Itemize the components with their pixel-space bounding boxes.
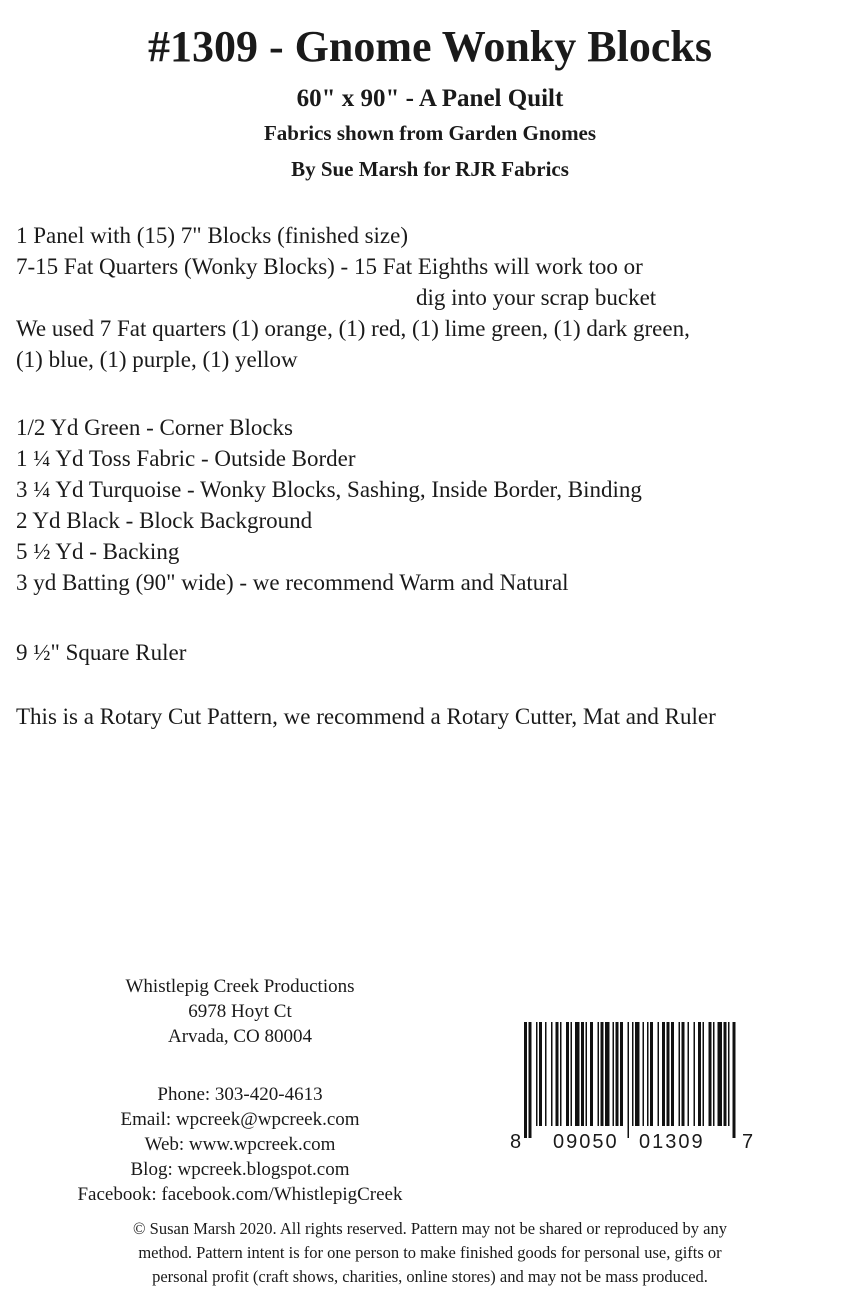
barcode-bar (590, 1022, 593, 1126)
publisher-email[interactable]: Email: wpcreek@wpcreek.com (120, 1109, 360, 1130)
publisher-blog[interactable]: Blog: wpcreek.blogspot.com (130, 1159, 350, 1180)
barcode-bar (545, 1022, 547, 1126)
materials-section (16, 220, 690, 375)
barcode-bar (667, 1022, 670, 1126)
barcode-bar (560, 1022, 562, 1126)
barcode-bar (635, 1022, 640, 1126)
barcode-bar (539, 1022, 542, 1126)
designer-credit: By Sue Marsh for RJR Fabrics (291, 157, 569, 181)
publisher-street: 6978 Hoyt Ct (188, 1001, 292, 1022)
materials-line: (1) blue, (1) purple, (1) yellow (16, 347, 298, 372)
publisher-name: Whistlepig Creek Productions (125, 976, 355, 997)
note-text: This is a Rotary Cut Pattern, we recommend a Rotary Cutter, Mat and Ruler (16, 704, 716, 729)
barcode-right-digits: 01309 (639, 1131, 705, 1150)
barcode-bar (688, 1022, 690, 1126)
barcode-bar (571, 1022, 573, 1126)
copyright-line: personal profit (craft shows, charities, online stores) and may not be mass produced. (152, 1267, 708, 1286)
barcode-bar (703, 1022, 705, 1126)
barcode-left-digits: 09050 (553, 1131, 619, 1150)
copyright-notice (0, 1217, 860, 1289)
barcode-bar (575, 1022, 580, 1126)
barcode-bar (679, 1022, 681, 1126)
ruler-text: 9 ½" Square Ruler (16, 640, 187, 665)
copyright-line: method. Pattern intent is for one person to make finished goods for personal use, gifts or (138, 1243, 722, 1262)
barcode-bar (671, 1022, 674, 1126)
barcode-bar (718, 1022, 723, 1126)
publisher-web[interactable]: Web: www.wpcreek.com (144, 1134, 336, 1155)
barcode-bar (605, 1022, 610, 1126)
barcode-bar (613, 1022, 615, 1126)
yardage-item: 2 Yd Black - Block Background (16, 508, 313, 533)
barcode-bar (643, 1022, 645, 1126)
barcode-check-digit: 7 (742, 1131, 754, 1150)
upc-barcode (508, 1022, 754, 1150)
publisher-phone: Phone: 303-420-4613 (157, 1084, 323, 1105)
rotary-cut-note (16, 701, 716, 732)
barcode-bar (524, 1022, 527, 1138)
barcode-bar (650, 1022, 653, 1126)
copyright-line: © Susan Marsh 2020. All rights reserved. Pattern may not be shared or reproduced by any (132, 1219, 728, 1238)
barcode-bar (709, 1022, 712, 1126)
barcode-bar (724, 1022, 727, 1126)
barcode-bar (628, 1022, 630, 1138)
barcode-bar (632, 1022, 634, 1126)
yardage-item: 1 ¼ Yd Toss Fabric - Outside Border (16, 446, 356, 471)
barcode-bar (556, 1022, 559, 1126)
barcode-bar (581, 1022, 584, 1126)
barcode-bar (682, 1022, 685, 1126)
barcode-bar (536, 1022, 538, 1126)
publisher-contact (0, 1082, 480, 1207)
ruler-requirement (16, 637, 186, 668)
materials-line: 7-15 Fat Quarters (Wonky Blocks) - 15 Fat Eighths will work too or (16, 254, 643, 279)
yardage-item: 3 yd Batting (90" wide) - we recommend Warm and Natural (16, 570, 569, 595)
pattern-title: #1309 - Gnome Wonky Blocks (148, 22, 712, 71)
barcode-bar (529, 1022, 532, 1138)
publisher-city: Arvada, CO 80004 (167, 1026, 313, 1047)
publisher-address (0, 974, 480, 1049)
barcode-bar (658, 1022, 660, 1126)
barcode-bar (728, 1022, 730, 1126)
barcode-bar (662, 1022, 665, 1126)
barcode-bar (620, 1022, 623, 1126)
materials-line: dig into your scrap bucket (416, 285, 657, 310)
yardage-item: 5 ½ Yd - Backing (16, 539, 180, 564)
barcode-bar (647, 1022, 649, 1126)
barcode-bar (616, 1022, 619, 1126)
barcode-bar (598, 1022, 600, 1126)
publisher-facebook[interactable]: Facebook: facebook.com/WhistlepigCreek (77, 1184, 403, 1205)
quilt-size-subtitle: 60" x 90" - A Panel Quilt (296, 85, 564, 112)
materials-line: We used 7 Fat quarters (1) orange, (1) red, (1) lime green, (1) dark green, (16, 316, 690, 341)
yardage-section (16, 412, 642, 598)
barcode-bar (694, 1022, 696, 1126)
barcode-bar (733, 1022, 736, 1138)
materials-line: 1 Panel with (15) 7" Blocks (finished size) (16, 223, 409, 248)
barcode-number-system: 8 (510, 1131, 522, 1150)
barcode-bar (713, 1022, 715, 1126)
yardage-item: 3 ¼ Yd Turquoise - Wonky Blocks, Sashing, Inside Border, Binding (16, 477, 642, 502)
barcode-bar (586, 1022, 588, 1126)
yardage-item: 1/2 Yd Green - Corner Blocks (16, 415, 293, 440)
fabric-line: Fabrics shown from Garden Gnomes (263, 121, 597, 145)
barcode-bar (566, 1022, 569, 1126)
barcode-bar (698, 1022, 701, 1126)
barcode-bar (551, 1022, 553, 1126)
barcode-bars (524, 1022, 736, 1138)
barcode-bar (601, 1022, 604, 1126)
